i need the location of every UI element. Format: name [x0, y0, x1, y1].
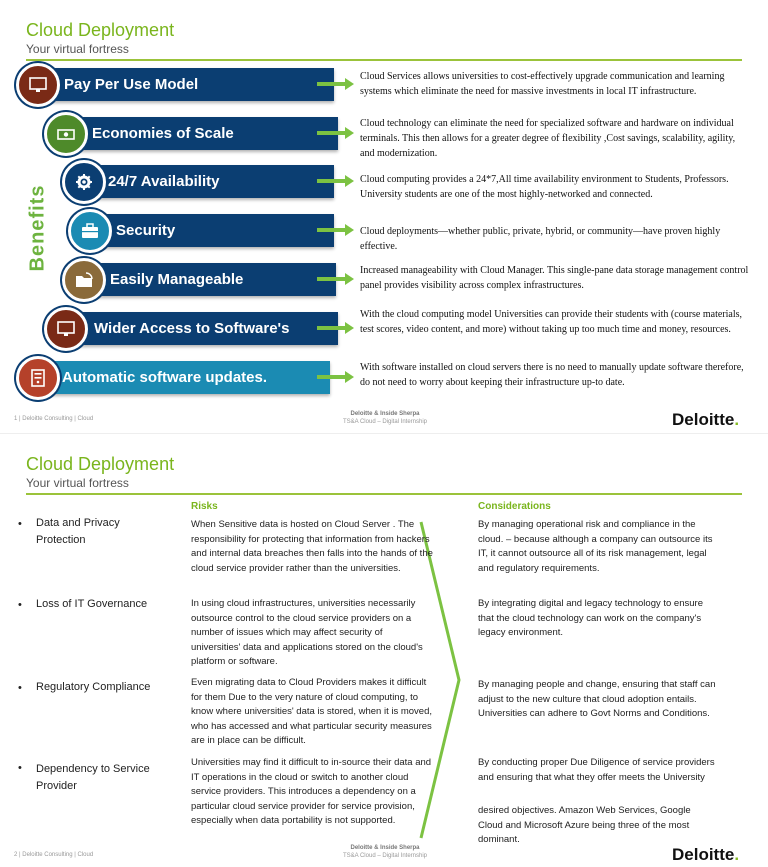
- money-icon: [44, 112, 88, 156]
- folder-icon: [62, 258, 106, 302]
- benefit-bar-pay-per-use: [40, 68, 334, 101]
- slide-subtitle: Your virtual fortress: [26, 476, 129, 490]
- benefit-description: With software installed on cloud servers there is no need to manually update software therefore, do not need to worry about keeping their infrastructure up-to date.: [360, 362, 744, 388]
- risk-text: When Sensitive data is hosted on Cloud Server . The responsibility for protecting that information from hackers and internal data breaches then falls into the hands of the cloud service provider rather than the universities.: [191, 519, 433, 574]
- bullet-icon: •: [18, 762, 22, 774]
- benefit-label: Economies of Scale: [92, 125, 234, 142]
- arrow-right-icon: [317, 272, 355, 286]
- arrow-right-icon: [317, 77, 355, 91]
- benefit-label: Automatic software updates.: [62, 369, 268, 386]
- consideration-text: By integrating digital and legacy technology to ensure that the cloud technology can work on the company's legacy environment.: [478, 598, 703, 638]
- benefit-description: Cloud technology can eliminate the need for specialized software and hardware on individual terminals. This then allows for a greater degree of flexibility ,Cost savings, scalability, agility, and modernization.: [360, 118, 736, 159]
- benefits-side-label-text: Benefits: [26, 184, 49, 272]
- briefcase-icon: [68, 209, 112, 253]
- divider: [26, 59, 742, 61]
- footer-credit-line1: Deloitte & Inside Sherpa: [350, 411, 420, 417]
- bullet-icon: •: [18, 599, 22, 611]
- considerations-header: Considerations: [478, 501, 551, 512]
- benefit-bar-security: [90, 214, 334, 247]
- risk-item-label: Dependency to Service Provider: [36, 763, 150, 792]
- monitor-icon: [44, 307, 88, 351]
- footer-credit-line1: Deloitte & Inside Sherpa: [350, 845, 420, 851]
- slide-title: Cloud Deployment: [26, 454, 175, 474]
- bullet-icon: •: [18, 518, 22, 530]
- benefit-label: Easily Manageable: [110, 271, 244, 288]
- benefit-description: Cloud deployments—whether public, private, hybrid, or community—have proven highly effective.: [360, 226, 721, 252]
- risk-text: Universities may find it difficult to in-source their data and IT operations in the cloud or switch to another cloud service providers. This introduces a dependency on a particular cloud service provider for service provision, especially when data portability is not supported.: [191, 757, 432, 826]
- arrow-right-icon: [317, 370, 355, 384]
- footer-credit: [330, 410, 440, 426]
- logo-dot: .: [734, 845, 740, 864]
- risk-text: In using cloud infrastructures, universities necessarily outsource control to the cloud service providers on a number of issues which may affect security of universities' data and applications stored on the cloud's platform or software.: [191, 598, 423, 667]
- slide-risks: [0, 433, 768, 867]
- footer-page-info: 2 | Deloitte Consulting | Cloud: [14, 852, 94, 858]
- benefit-label: Security: [116, 222, 176, 239]
- benefit-description: Cloud computing provides a 24*7,All time availability environment to Students, Professors. University students are one of the most highly-networked and connected.: [360, 174, 729, 200]
- risk-text: Even migrating data to Cloud Providers makes it difficult for them Due to the very nature of cloud computing, to know where universities' data is stored, when it is moved, who has accessed and what particular security measures are in place can be difficult.: [191, 677, 433, 746]
- consideration-text: By managing operational risk and compliance in the cloud. – because although a company can outsource its IT, it cannot outsource all of its risk management, legal and regulatory requirements.: [478, 519, 713, 574]
- slide-subtitle: Your virtual fortress: [26, 42, 129, 56]
- arrow-right-icon: [317, 126, 355, 140]
- arrow-right-icon: [317, 223, 355, 237]
- footer-page-info: 1 | Deloitte Consulting | Cloud: [14, 416, 94, 422]
- benefit-bar-automatic-updates: [40, 361, 330, 394]
- benefit-bar-availability: [84, 165, 334, 198]
- benefit-label: 24/7 Availability: [108, 173, 220, 190]
- footer-credit-line2: TS&A Cloud – Digital Internship: [342, 419, 428, 425]
- risk-item-label: Regulatory Compliance: [36, 681, 151, 693]
- monitor-icon: [16, 63, 60, 107]
- benefit-bar-manageable: [84, 263, 336, 296]
- deloitte-logo: [672, 845, 739, 865]
- risk-item-label: Loss of IT Governance: [36, 598, 148, 610]
- logo-dot: .: [734, 410, 740, 429]
- gear-icon: [62, 160, 106, 204]
- consideration-text: By conducting proper Due Diligence of service providers and ensuring that what they offer meets the University: [478, 757, 715, 783]
- benefit-bar-economies: [66, 117, 338, 150]
- slide-benefits: [0, 0, 768, 433]
- benefit-description: With the cloud computing model Universities can provide their students with (course materials, test scores, video content, and more) without taking up too much time and money, resources.: [360, 309, 743, 335]
- arrow-right-icon: [317, 321, 355, 335]
- benefit-bar-wider-access: [66, 312, 338, 345]
- footer-credit-line2: TS&A Cloud – Digital Internship: [342, 853, 428, 859]
- slide-title: Cloud Deployment: [26, 20, 175, 40]
- benefit-description: Increased manageability with Cloud Manager. This single-pane data storage management control panel provides visibility across complex infrastructures.: [360, 265, 749, 291]
- risk-item-label: Data and Privacy Protection: [36, 517, 120, 546]
- benefit-label: Wider Access to Software's: [94, 320, 290, 337]
- risks-header: Risks: [191, 501, 218, 512]
- server-icon: [16, 356, 60, 400]
- footer-credit: [330, 844, 440, 860]
- logo-text: Deloitte: [672, 410, 735, 429]
- divider: [26, 493, 742, 495]
- benefits-side-label: [18, 178, 58, 278]
- arrow-right-icon: [317, 174, 355, 188]
- deloitte-logo: [672, 410, 739, 430]
- consideration-text-continued: desired objectives. Amazon Web Services, Google Cloud and Microsoft Azure being three of the most dominant.: [478, 805, 691, 845]
- logo-text: Deloitte: [672, 845, 735, 864]
- consideration-text: By managing people and change, ensuring that staff can adjust to the new culture that cloud adoption entails. Universities can adhere to Govt Norms and Conditions.: [478, 679, 716, 719]
- bullet-icon: •: [18, 682, 22, 694]
- benefit-label: Pay Per Use Model: [64, 76, 199, 93]
- benefit-description: Cloud Services allows universities to cost-effectively upgrade communication and learning systems which eliminate the need for massive investments in local IT infrastructure.: [360, 71, 725, 97]
